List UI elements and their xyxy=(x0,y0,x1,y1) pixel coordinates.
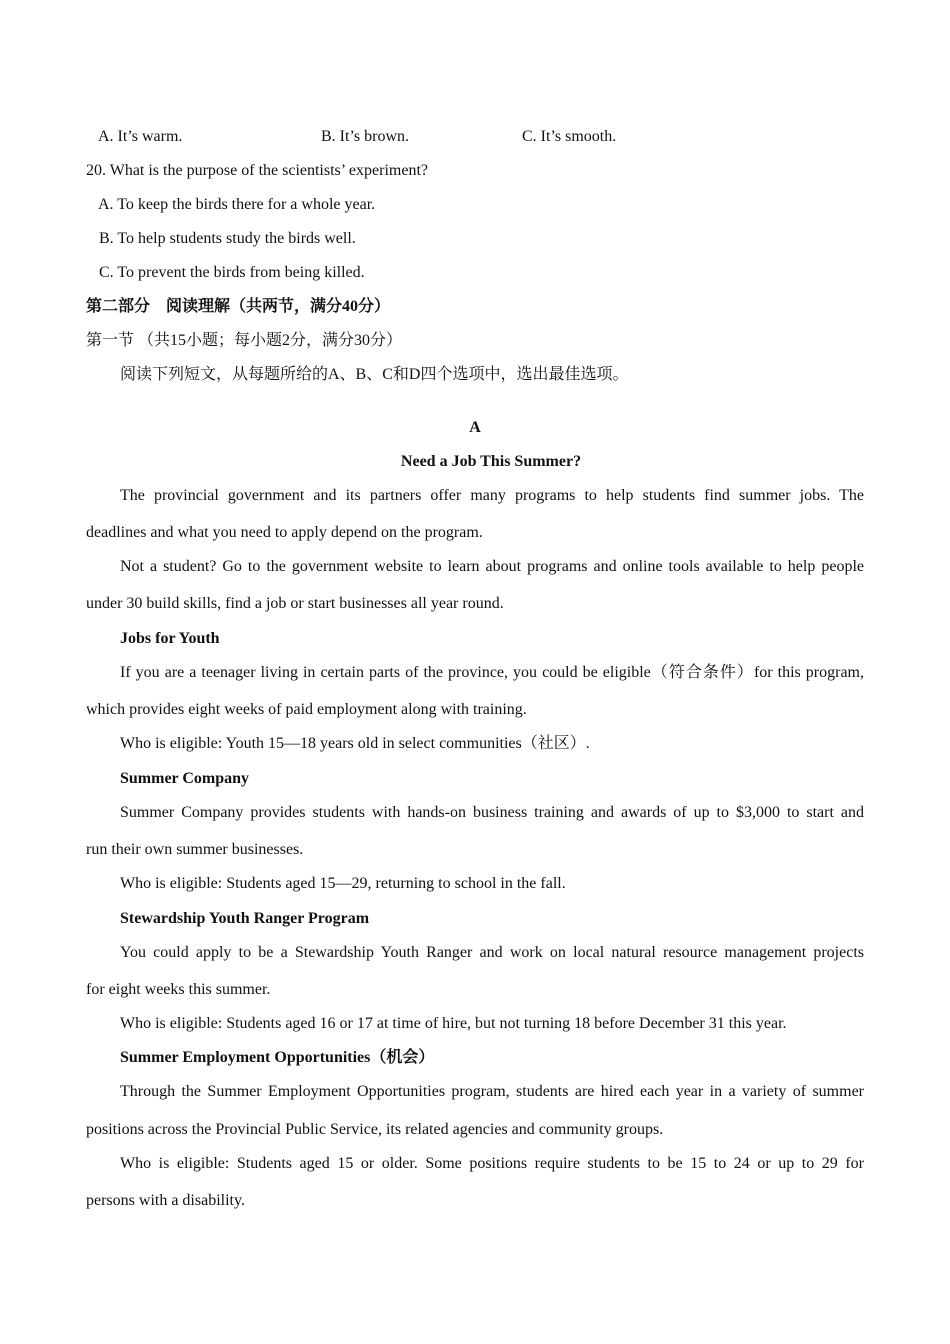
heading-employment-opportunities: Summer Employment Opportunities（机会） xyxy=(120,1049,435,1066)
paragraph-1-line-1: The provincial government and its partners offer many programs to help students find summer jobs. The xyxy=(120,487,864,504)
paragraph-1-line-2: deadlines and what you need to apply depend on the program. xyxy=(86,524,483,541)
section1-title: 第一节 （共15小题；每小题2分，满分30分） xyxy=(86,332,403,349)
q19-option-b: B. It’s brown. xyxy=(321,128,409,145)
paragraph-9-line-2: positions across the Provincial Public Service, its related agencies and community groups. xyxy=(86,1121,664,1138)
paragraph-2-line-1: Not a student? Go to the government website to learn about programs and online tools available to help people xyxy=(120,558,864,575)
passage-label: A xyxy=(469,419,481,436)
part2-title: 第二部分 阅读理解（共两节，满分40分） xyxy=(86,298,391,315)
paragraph-2-line-2: under 30 build skills, find a job or start businesses all year round. xyxy=(86,595,504,612)
q19-options xyxy=(98,127,858,147)
q20-option-a: A. To keep the birds there for a whole year. xyxy=(98,196,376,213)
q19-option-c: C. It’s smooth. xyxy=(522,128,617,145)
q20-option-b: B. To help students study the birds well. xyxy=(99,230,356,247)
paragraph-10-line-1: Who is eligible: Students aged 15 or older. Some positions require students to be 15 to 24 or up to 29 for xyxy=(120,1155,864,1172)
paragraph-5-line-2: run their own summer businesses. xyxy=(86,841,304,858)
q20-option-c: C. To prevent the birds from being killed. xyxy=(99,264,365,281)
paragraph-3-line-1: If you are a teenager living in certain parts of the province, you could be eligible（符合条件）for this program, xyxy=(120,664,864,681)
paragraph-10-line-2: persons with a disability. xyxy=(86,1192,245,1209)
section-instruction: 阅读下列短文，从每题所给的A、B、C和D四个选项中，选出最佳选项。 xyxy=(120,366,629,383)
passage-title: Need a Job This Summer? xyxy=(400,453,582,470)
paragraph-7-line-2: for eight weeks this summer. xyxy=(86,981,271,998)
q20-question: 20. What is the purpose of the scientists’ experiment? xyxy=(86,162,428,179)
heading-summer-company: Summer Company xyxy=(120,770,250,787)
eligibility-ranger-program: Who is eligible: Students aged 16 or 17 at time of hire, but not turning 18 before December 31 this year. xyxy=(120,1015,787,1032)
heading-jobs-for-youth: Jobs for Youth xyxy=(120,630,220,647)
paragraph-5-line-1: Summer Company provides students with hands-on business training and awards of up to $3,000 to start and xyxy=(120,804,864,821)
heading-ranger-program: Stewardship Youth Ranger Program xyxy=(120,910,370,927)
q19-option-a: A. It’s warm. xyxy=(98,128,183,145)
paragraph-3-line-2: which provides eight weeks of paid employment along with training. xyxy=(86,701,527,718)
paragraph-7-line-1: You could apply to be a Stewardship Youth Ranger and work on local natural resource management projects xyxy=(120,944,864,961)
eligibility-jobs-for-youth: Who is eligible: Youth 15—18 years old in select communities（社区）. xyxy=(120,735,590,752)
eligibility-summer-company: Who is eligible: Students aged 15—29, returning to school in the fall. xyxy=(120,875,566,892)
paragraph-9-line-1: Through the Summer Employment Opportunities program, students are hired each year in a variety of summer xyxy=(120,1083,864,1100)
